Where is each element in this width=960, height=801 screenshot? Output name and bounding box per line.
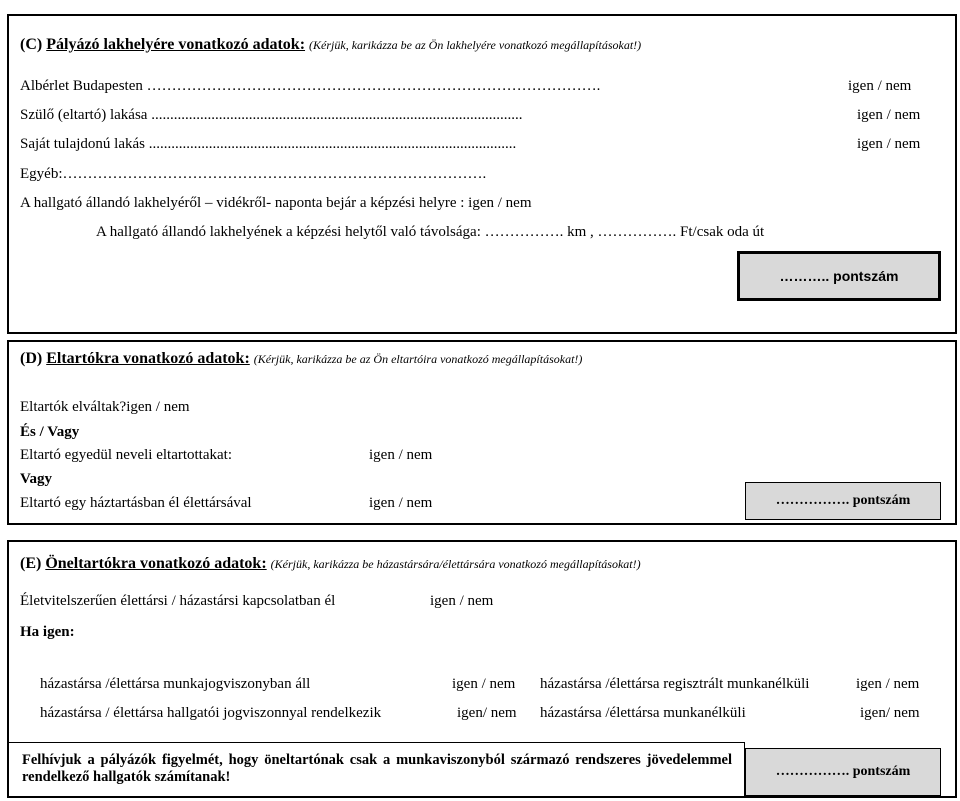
- spouse-employed-answer[interactable]: igen / nem: [452, 676, 516, 692]
- spouse-unemployed-label: házastársa /élettársa munkanélküli: [540, 705, 746, 721]
- parent-home-label: Szülő (eltartó) lakása ...................................................................................................: [20, 108, 523, 123]
- or-label: Vagy: [20, 471, 52, 487]
- section-e-score: ……………. pontszám: [775, 764, 911, 779]
- own-home-label: Saját tulajdonú lakás ..................................................................................................: [20, 137, 517, 152]
- section-e-letter: (E): [20, 555, 42, 572]
- section-e-score-box: [745, 748, 941, 796]
- section-d-score-box: [745, 482, 941, 520]
- section-d-score: ……………. pontszám: [775, 493, 911, 508]
- partner-answer[interactable]: igen / nem: [369, 495, 433, 511]
- section-d-note: (Kérjük, karikázza be az Ön eltartóira vonatkozó megállapításokat!): [253, 352, 583, 366]
- distance-line: A hallgató állandó lakhelyének a képzési helytől való távolsága: ……………. km , ……………. Ft/csak oda út: [96, 224, 765, 240]
- section-c-letter: (C): [20, 36, 43, 53]
- spouse-registered-unemployed-answer[interactable]: igen / nem: [856, 676, 920, 692]
- section-c-score: ……….. pontszám: [779, 268, 899, 284]
- section-e-heading: [20, 556, 641, 572]
- relationship-answer[interactable]: igen / nem: [430, 593, 494, 609]
- partner-label: Eltartó egy háztartásban él élettársával: [20, 495, 252, 511]
- other-housing-field[interactable]: Egyéb:………………………………………………………………………….: [20, 166, 487, 182]
- spouse-student-answer[interactable]: igen/ nem: [457, 705, 517, 721]
- section-c-note: (Kérjük, karikázza be az Ön lakhelyére vonatkozó megállapításokat!): [309, 38, 642, 52]
- section-c-score-box: [737, 251, 941, 301]
- single-parent-answer[interactable]: igen / nem: [369, 447, 433, 463]
- spouse-unemployed-answer[interactable]: igen/ nem: [860, 705, 920, 721]
- spouse-student-label: házastársa / élettársa hallgatói jogviszonnyal rendelkezik: [40, 705, 382, 721]
- section-e-note: (Kérjük, karikázza be házastársára/élettársára vonatkozó megállapításokat!): [270, 557, 641, 571]
- spouse-registered-unemployed-label: házastársa /élettársa regisztrált munkanélküli: [540, 676, 810, 692]
- own-home-answer[interactable]: igen / nem: [857, 136, 921, 152]
- section-c-heading: [20, 37, 641, 53]
- section-d-letter: (D): [20, 350, 43, 367]
- rent-budapest-answer[interactable]: igen / nem: [848, 78, 912, 94]
- divorced-line: Eltartók elváltak?igen / nem: [20, 399, 190, 415]
- and-or-label: És / Vagy: [20, 424, 80, 440]
- section-d-heading: [20, 351, 582, 367]
- section-e-title: Öneltartókra vonatkozó adatok:: [45, 555, 267, 572]
- spouse-employed-label: házastársa /élettársa munkajogviszonyban áll: [40, 676, 311, 692]
- single-parent-label: Eltartó egyedül neveli eltartottakat:: [20, 447, 232, 463]
- commute-line: A hallgató állandó lakhelyéről – vidékről- naponta bejár a képzési helyre : igen / nem: [20, 195, 532, 211]
- parent-home-answer[interactable]: igen / nem: [857, 107, 921, 123]
- rent-budapest-label: Albérlet Budapesten ……………………………………………………………………………….: [20, 79, 601, 94]
- if-yes-label: Ha igen:: [20, 624, 75, 640]
- section-c-title: Pályázó lakhelyére vonatkozó adatok:: [46, 36, 306, 53]
- relationship-label: Életvitelszerűen élettársi / házastársi kapcsolatban él: [20, 593, 336, 609]
- section-d-title: Eltartókra vonatkozó adatok:: [46, 350, 250, 367]
- notice-text: Felhívjuk a pályázók figyelmét, hogy öneltartónak csak a munkaviszonyból származó rendszeres jövedelemmel rendelkező hallgatók számítanak!: [22, 752, 732, 785]
